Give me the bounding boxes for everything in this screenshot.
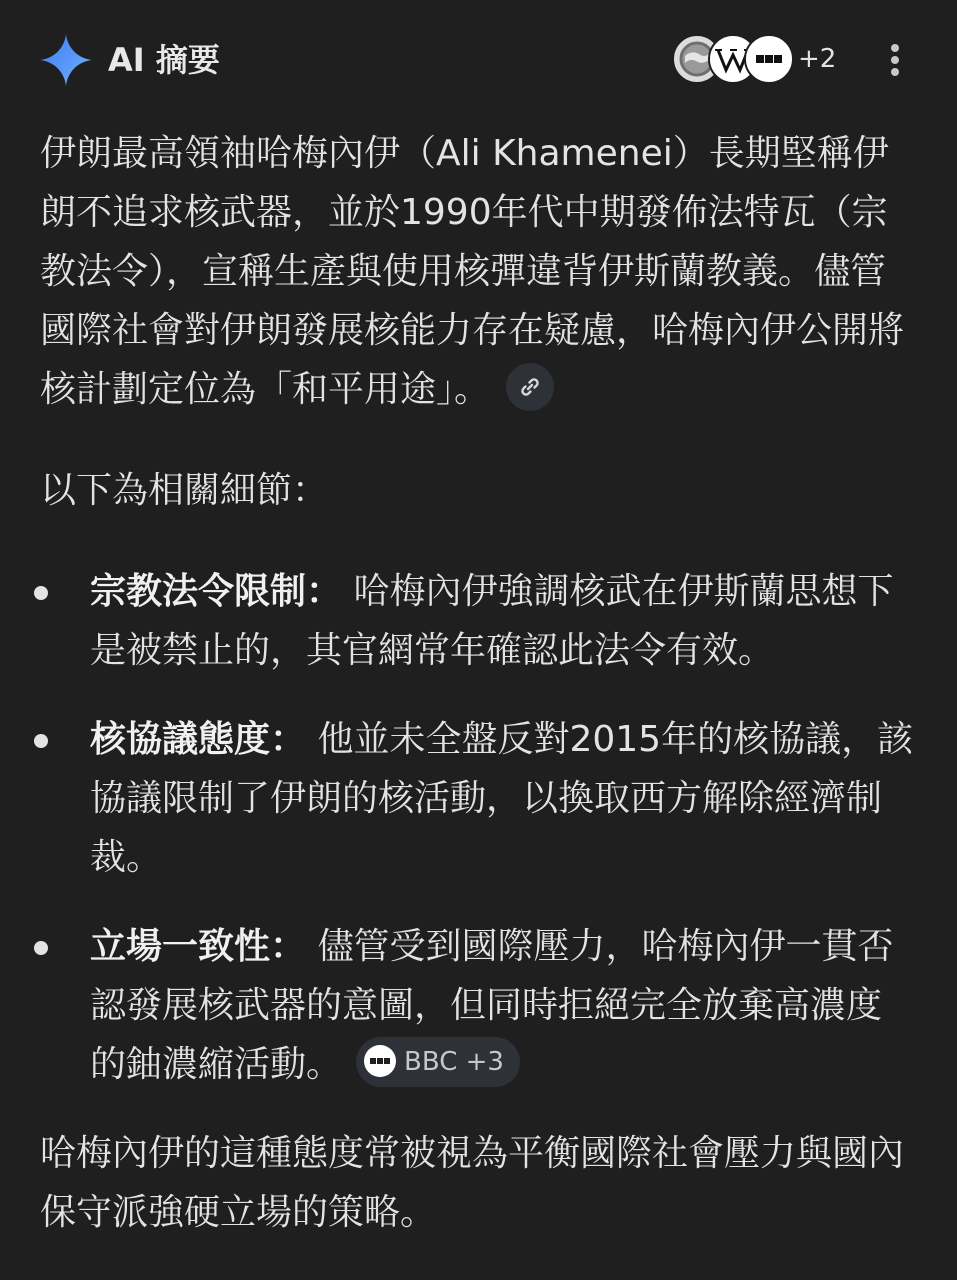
link-icon[interactable] bbox=[506, 363, 554, 411]
item-title: 立場一致性： bbox=[90, 926, 307, 967]
sparkle-icon bbox=[40, 34, 92, 86]
more-vert-icon[interactable] bbox=[880, 38, 910, 82]
details-list bbox=[40, 562, 915, 1094]
item-text: 他並未全盤反對2015年的核協議，該協議限制了伊朗的核活動，以換取西方解除經濟制裁。 bbox=[90, 719, 914, 878]
source-chip-label: BBC +3 bbox=[404, 1047, 504, 1077]
item-title: 宗教法令限制： bbox=[90, 571, 343, 612]
item-text: 哈梅內伊強調核武在伊斯蘭思想下是被禁止的，其官網常年確認此法令有效。 bbox=[90, 571, 894, 671]
bbc-icon bbox=[744, 34, 794, 84]
ai-overview-body bbox=[40, 124, 915, 1242]
bullet bbox=[34, 586, 48, 600]
bullet bbox=[34, 734, 48, 748]
intro-paragraph bbox=[40, 124, 915, 419]
source-chip[interactable] bbox=[356, 1037, 520, 1087]
intro-text: 伊朗最高領袖哈梅內伊（Ali Khamenei）長期堅稱伊朗不追求核武器，並於1990年代中期發佈法特瓦（宗教法令），宣稱生產與使用核彈違背伊斯蘭教義。儘管國際社會對伊朗發展核能力存在疑慮，哈梅內伊公開將核計劃定位為「和平用途」。 bbox=[40, 133, 905, 410]
more-sources-count: +2 bbox=[798, 44, 837, 74]
ai-overview-header bbox=[0, 0, 957, 120]
list-item bbox=[40, 917, 915, 1094]
item-title: 核協議態度： bbox=[90, 719, 307, 760]
conclusion-paragraph: 哈梅內伊的這種態度常被視為平衡國際社會壓力與國內保守派強硬立場的策略。 bbox=[40, 1133, 905, 1233]
details-heading: 以下為相關細節： bbox=[40, 470, 329, 511]
bbc-icon bbox=[364, 1045, 396, 1077]
bullet bbox=[34, 941, 48, 955]
list-item bbox=[40, 562, 915, 680]
item-text: 儘管受到國際壓力，哈梅內伊一貫否認發展核武器的意圖，但同時拒絕完全放棄高濃度的鈾濃縮活動。 bbox=[90, 926, 894, 1085]
list-item bbox=[40, 710, 915, 887]
source-icons[interactable] bbox=[672, 34, 852, 86]
ai-overview-title: AI 摘要 bbox=[108, 41, 220, 79]
